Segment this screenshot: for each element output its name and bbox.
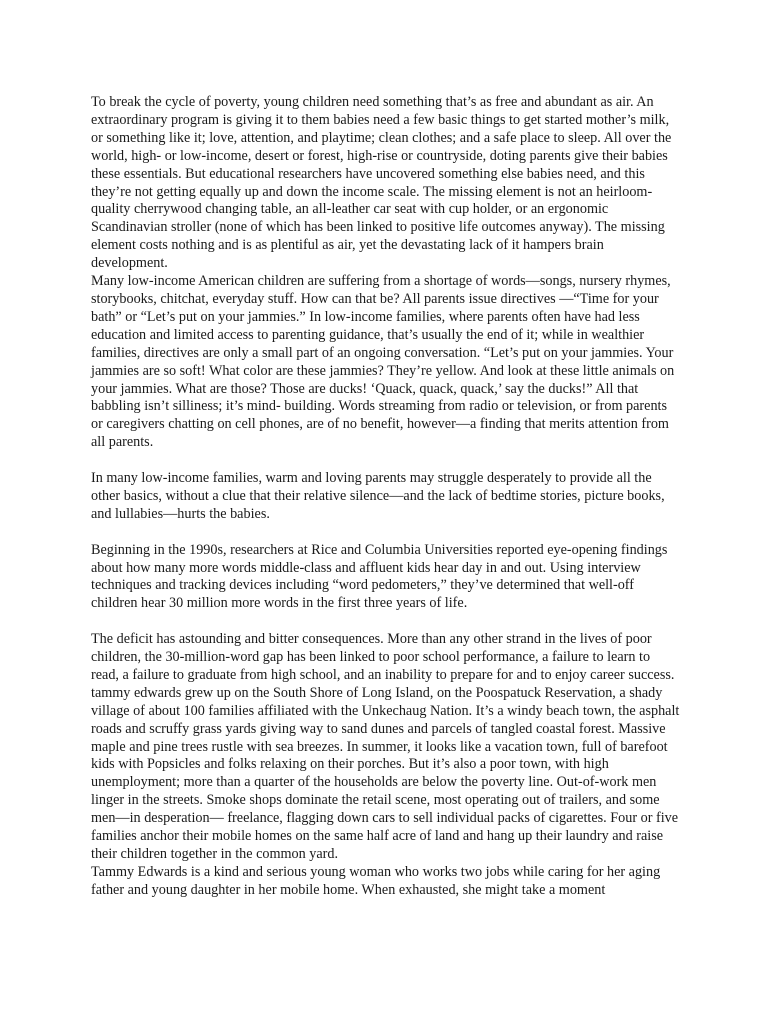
paragraph-5: The deficit has astounding and bitter consequences. More than any other strand in the lives of poor children, the 30-million-word gap has been linked to poor school performance, a failure to learn to read, a failure to graduate from high school, and an inability to prepare for and to enjoy career success. tammy edwards grew up on the South Shore of Long Island, on the Poospatuck Reservation, a shady village of about 100 families affiliated with the Unkechaug Nation. It’s a windy beach town, the asphalt roads and scruffy grass yards giving way to sand dunes and parcels of tangled coastal forest. Massive maple and pine trees rustle with sea breezes. In summer, it looks like a vacation town, full of barefoot kids with Popsicles and folks relaxing on their porches. But it’s also a poor town, with high unemployment; more than a quarter of the households are below the poverty line. Out-of-work men linger in the streets. Smoke shops dominate the retail scene, most operating out of trailers, and some men—in desperation— freelance, flagging down cars to sell individual packs of cigarettes. Four or five families anchor their mobile homes on the same half acre of land and hang up their laundry and raise their children together in the common yard. — [91, 631, 680, 863]
paragraph-1: To break the cycle of poverty, young children need something that’s as free and abundant as air. An extraordinary program is giving it to them babies need a few basic things to get started mother’s milk, or something like it; love, attention, and playtime; clean clothes; and a safe place to sleep. All over the world, high- or low-income, desert or forest, high-rise or countryside, doting parents give their babies these essentials. But educational researchers have uncovered something else babies need, and this they’re not getting equally up and down the income scale. The missing element is not an heirloom-quality cherrywood changing table, an all-leather car seat with cup holder, or an ergonomic Scandinavian stroller (none of which has been linked to positive life outcomes anyway). The missing element costs nothing and is as plentiful as air, yet the devastating lack of it hampers brain development. — [91, 94, 672, 272]
paragraph-gap — [91, 613, 681, 631]
paragraph-gap — [91, 452, 681, 470]
paragraph-2: Many low-income American children are suffering from a shortage of words—songs, nursery rhymes, storybooks, chitchat, everyday stuff. How can that be? All parents issue directives —“Time for your bath” or “Let’s put on your jammies.” In low-income families, where parents often have had less education and limited access to parenting guidance, that’s usually the end of it; while in wealthier families, directives are only a small part of an ongoing conversation. “Let’s put on your jammies. Your jammies are so soft! What color are these jammies? They’re yellow. And look at these little animals on your jammies. What are those? Those are ducks! ‘Quack, quack, quack,’ say the ducks!” All that babbling isn’t silliness; it’s mind- building. Words streaming from radio or television, or from parents or caregivers chatting on cell phones, are of no benefit, however—a finding that merits attention from all parents. — [91, 273, 675, 451]
paragraph-6: Tammy Edwards is a kind and serious young woman who works two jobs while caring for her aging father and young daughter in her mobile home. When exhausted, she might take a moment — [91, 863, 661, 898]
paragraph-gap — [91, 524, 681, 542]
paragraph-3: In many low-income families, warm and loving parents may struggle desperately to provide all the other basics, without a clue that their relative silence—and the lack of bedtime stories, picture books, and lullabies—hurts the babies. — [91, 470, 665, 522]
document-body — [91, 94, 681, 900]
paragraph-4: Beginning in the 1990s, researchers at Rice and Columbia Universities reported eye-opening findings about how many more words middle-class and affluent kids hear day in and out. Using interview techniques and tracking devices including “word pedometers,” they’ve determined that well-off children hear 30 million more words in the first three years of life. — [91, 541, 668, 612]
